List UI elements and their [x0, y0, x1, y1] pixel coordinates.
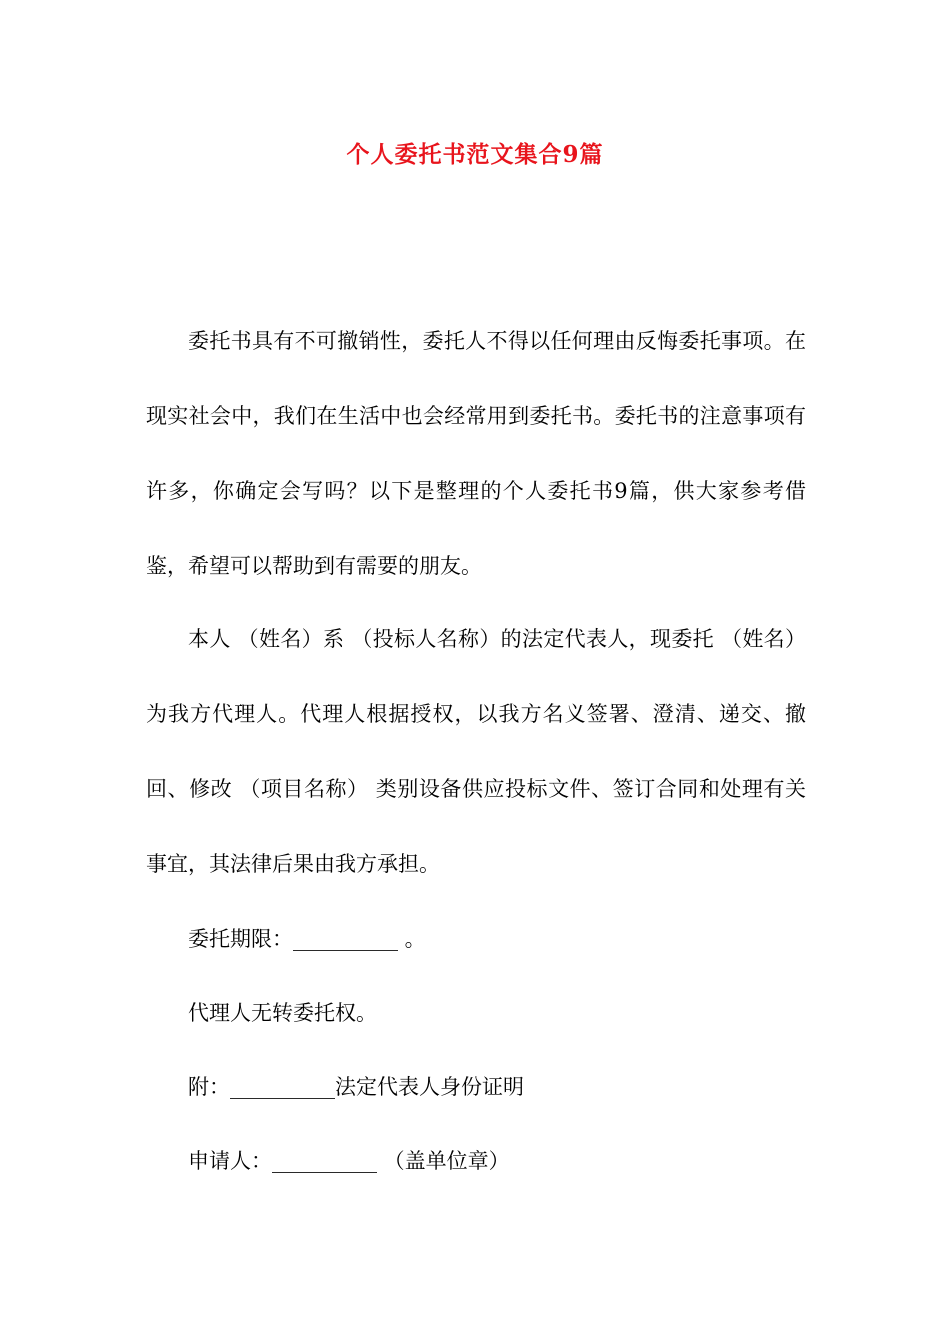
authorization-paragraph: 本人 （姓名）系 （投标人名称）的法定代表人，现委托 （姓名）为我方代理人。代理人根据授权，以我方名义签署、澄清、递交、撤回、修改 （项目名称） 类别设备供应投标文件、签订合同和处理有关事宜，其法律后果由我方承担。 [146, 627, 806, 876]
intro-paragraph: 委托书具有不可撤销性，委托人不得以任何理由反悔委托事项。在现实社会中，我们在生活中也会经常用到委托书。委托书的注意事项有许多，你确定会写吗？以下是整理的个人委托书9篇，供大家参考借鉴，希望可以帮助到有需要的朋友。 [146, 329, 806, 578]
term-line: 委托期限：__________ 。 [188, 927, 426, 951]
attachment-line: 附：__________法定代表人身份证明 [188, 1075, 524, 1099]
applicant-line: 申请人：__________ （盖单位章） [188, 1149, 510, 1173]
document-title: 个人委托书范文集合9篇 [346, 141, 604, 168]
no-subdelegation-line: 代理人无转委托权。 [188, 1001, 377, 1025]
